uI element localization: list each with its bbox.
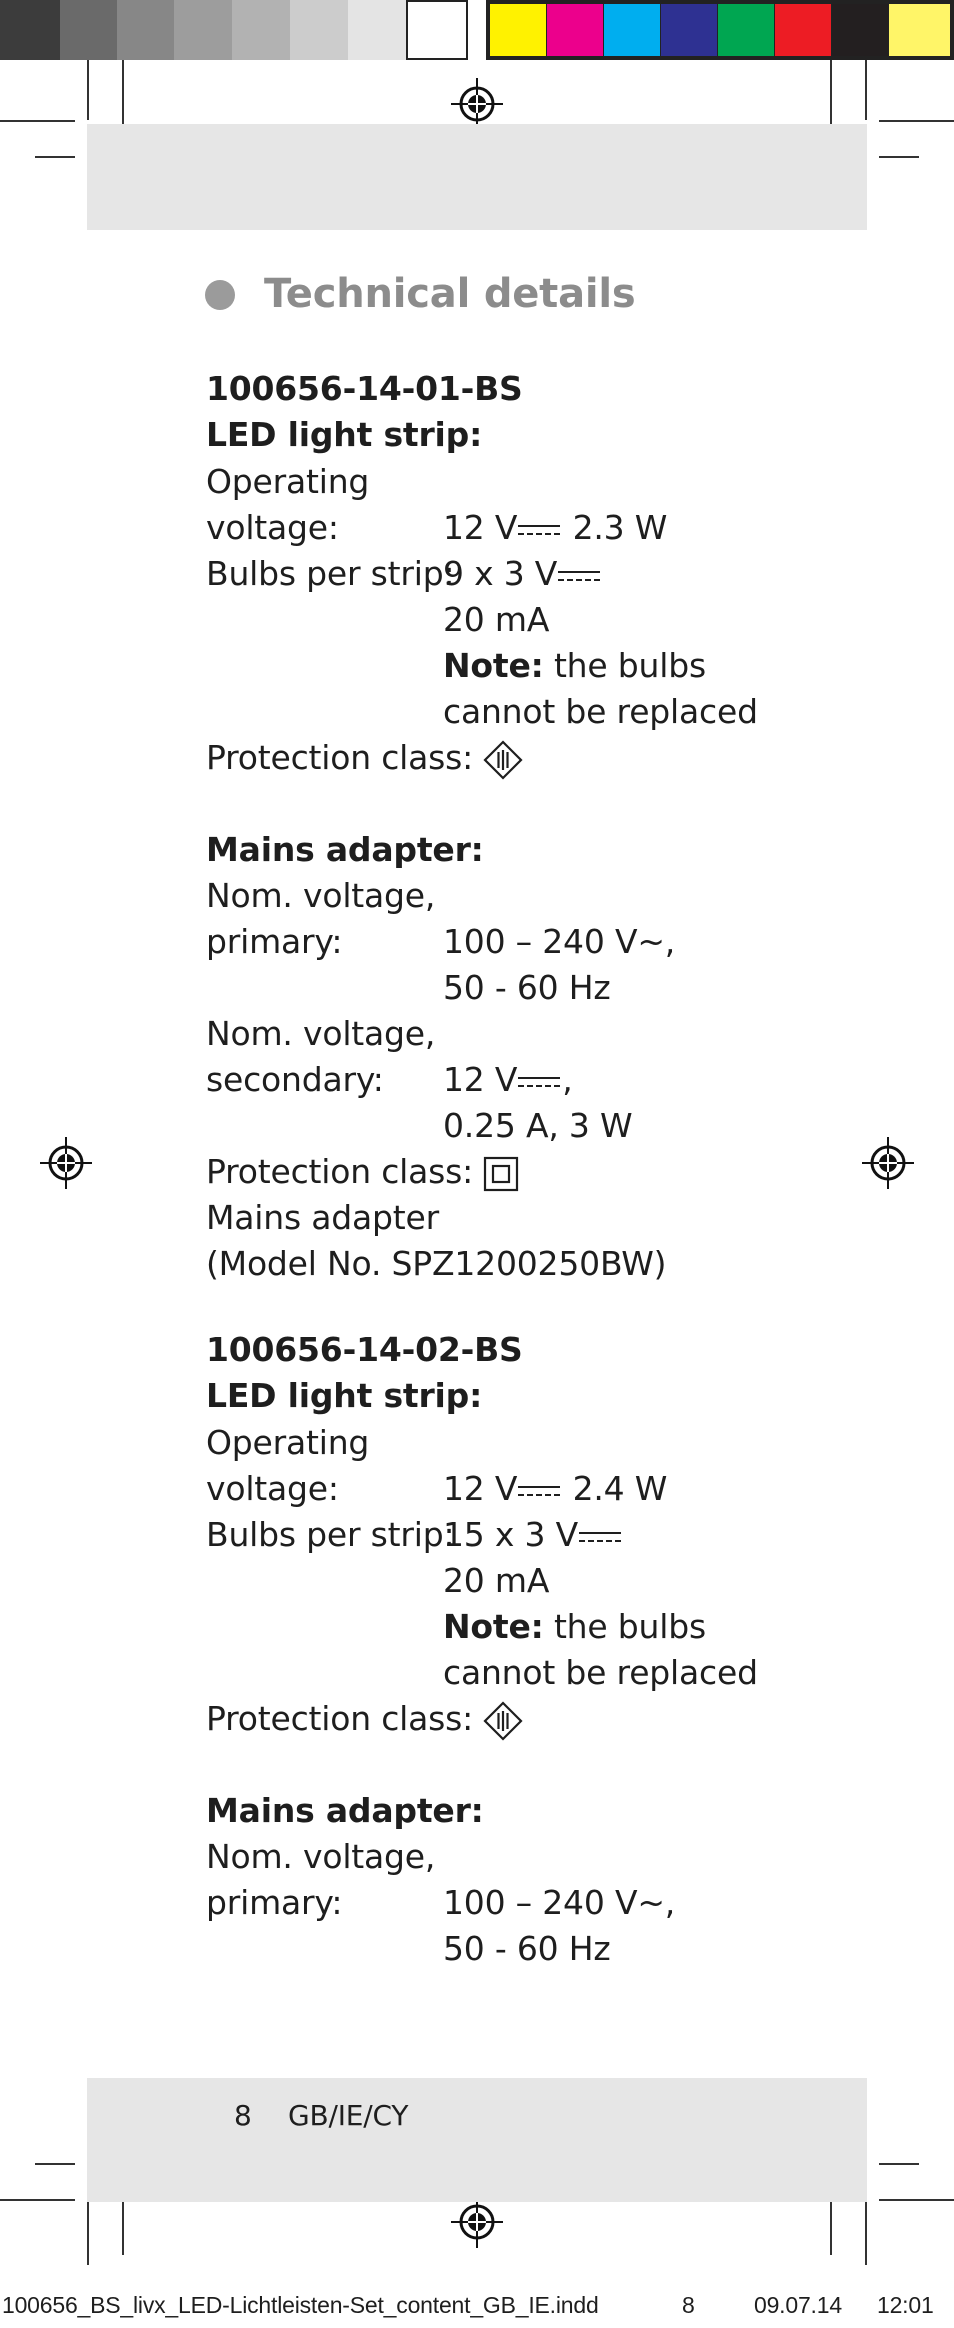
note-text: cannot be replaced <box>443 692 758 731</box>
crop-mark <box>879 2163 919 2165</box>
spec-row <box>206 1149 519 1195</box>
dc-symbol-icon <box>579 1527 621 1547</box>
protection-class-3-icon <box>483 740 523 780</box>
crop-mark <box>0 120 75 122</box>
model-number: 100656-14-02-BS <box>206 1330 523 1369</box>
comma: , <box>562 1060 573 1099</box>
note-label: Note: <box>443 646 544 685</box>
spec-label: Operating <box>206 462 370 501</box>
crop-mark <box>87 2200 89 2265</box>
magenta-swatch <box>547 4 603 56</box>
note <box>443 643 706 689</box>
spec-label: Bulbs per strip: <box>206 554 455 593</box>
slug-filename: 100656_BS_livx_LED-Lichtleisten-Set_content_GB_IE.indd <box>2 2292 599 2318</box>
registration-mark-icon <box>40 1137 92 1189</box>
slug-time: 12:01 <box>877 2292 934 2318</box>
heading-bullet <box>205 280 235 310</box>
gray-swatch <box>60 0 117 60</box>
spec-value <box>443 551 602 597</box>
blue-swatch <box>661 4 717 56</box>
note-label: Note: <box>443 1607 544 1646</box>
spec-label: Nom. voltage, <box>206 876 436 915</box>
crop-mark <box>879 120 954 122</box>
spec-label: secondary: <box>206 1060 384 1099</box>
gray-swatch <box>232 0 290 60</box>
spec-label: Bulbs per strip: <box>206 1515 455 1554</box>
note-text: the bulbs <box>543 1607 706 1646</box>
adapter-model: (Model No. SPZ1200250BW) <box>206 1244 667 1283</box>
adapter-name: Mains adapter <box>206 1198 440 1237</box>
crop-mark <box>35 156 75 158</box>
black-swatch <box>832 4 888 56</box>
spec-value: 50 - 60 Hz <box>443 1929 611 1968</box>
strip-title: LED light strip: <box>206 1376 483 1415</box>
note-text: cannot be replaced <box>443 1653 758 1692</box>
spec-row <box>206 1696 523 1742</box>
gray-swatch <box>0 0 60 60</box>
registration-mark-icon <box>451 2196 503 2248</box>
spec-value: 100 – 240 V~, <box>443 1883 676 1922</box>
strip-title: LED light strip: <box>206 415 483 454</box>
adapter-title: Mains adapter: <box>206 830 484 869</box>
crop-mark <box>87 60 89 120</box>
spec-value <box>443 1512 623 1558</box>
slug-date: 09.07.14 <box>754 2292 842 2318</box>
crop-mark <box>879 2199 954 2201</box>
voltage-value: 12 V <box>443 1469 518 1508</box>
gray-swatch <box>174 0 232 60</box>
red-swatch <box>775 4 831 56</box>
registration-mark-icon <box>451 78 503 130</box>
model-number: 100656-14-01-BS <box>206 369 523 408</box>
bulbs-value: 15 x 3 V <box>443 1515 578 1554</box>
crop-mark <box>122 60 124 130</box>
page-number: 8 <box>234 2099 252 2132</box>
header-band <box>87 124 867 230</box>
spec-label: Nom. voltage, <box>206 1837 436 1876</box>
spec-label: Protection class: <box>206 738 474 777</box>
spec-label: voltage: <box>206 508 339 547</box>
adapter-title: Mains adapter: <box>206 1791 484 1830</box>
registration-mark-icon <box>862 1137 914 1189</box>
spec-label: primary: <box>206 922 343 961</box>
protection-class-2-icon <box>483 1156 519 1192</box>
voltage-value: 12 V <box>443 1060 518 1099</box>
white-swatch <box>406 0 468 60</box>
gray-swatch <box>348 0 406 60</box>
spec-value: 0.25 A, 3 W <box>443 1106 633 1145</box>
note-text: the bulbs <box>543 646 706 685</box>
yellow-swatch <box>490 4 546 56</box>
spec-label: Operating <box>206 1423 370 1462</box>
spec-label: Protection class: <box>206 1699 474 1738</box>
dc-symbol-icon <box>518 1481 560 1501</box>
crop-mark <box>879 156 919 158</box>
light-yellow-swatch <box>889 4 950 56</box>
section-heading: Technical details <box>264 271 636 317</box>
spec-value <box>443 1057 573 1103</box>
crop-mark <box>865 2200 867 2265</box>
spec-value: 100 – 240 V~, <box>443 922 676 961</box>
cyan-swatch <box>604 4 660 56</box>
spec-label: voltage: <box>206 1469 339 1508</box>
spec-value <box>443 505 667 551</box>
voltage-value: 12 V <box>443 508 518 547</box>
crop-mark <box>830 60 832 130</box>
gray-swatch <box>117 0 174 60</box>
spec-value: 20 mA <box>443 600 550 639</box>
spec-value: 50 - 60 Hz <box>443 968 611 1007</box>
spec-value <box>443 1466 667 1512</box>
power-value: 2.4 W <box>572 1469 668 1508</box>
bulbs-value: 9 x 3 V <box>443 554 558 593</box>
spec-row <box>206 735 523 781</box>
power-value: 2.3 W <box>572 508 668 547</box>
slug-page: 8 <box>682 2292 695 2318</box>
dc-symbol-icon <box>518 1072 560 1092</box>
spec-value: 20 mA <box>443 1561 550 1600</box>
spec-label: Protection class: <box>206 1152 474 1191</box>
locale-label: GB/IE/CY <box>288 2099 409 2132</box>
green-swatch <box>718 4 774 56</box>
spec-label: Nom. voltage, <box>206 1014 436 1053</box>
gray-swatch <box>290 0 348 60</box>
crop-mark <box>865 60 867 120</box>
spec-label: primary: <box>206 1883 343 1922</box>
footer-band <box>87 2078 867 2202</box>
protection-class-3-icon <box>483 1701 523 1741</box>
crop-mark <box>35 2163 75 2165</box>
dc-symbol-icon <box>518 520 560 540</box>
dc-symbol-icon <box>558 566 600 586</box>
note <box>443 1604 706 1650</box>
crop-mark <box>0 2199 75 2201</box>
